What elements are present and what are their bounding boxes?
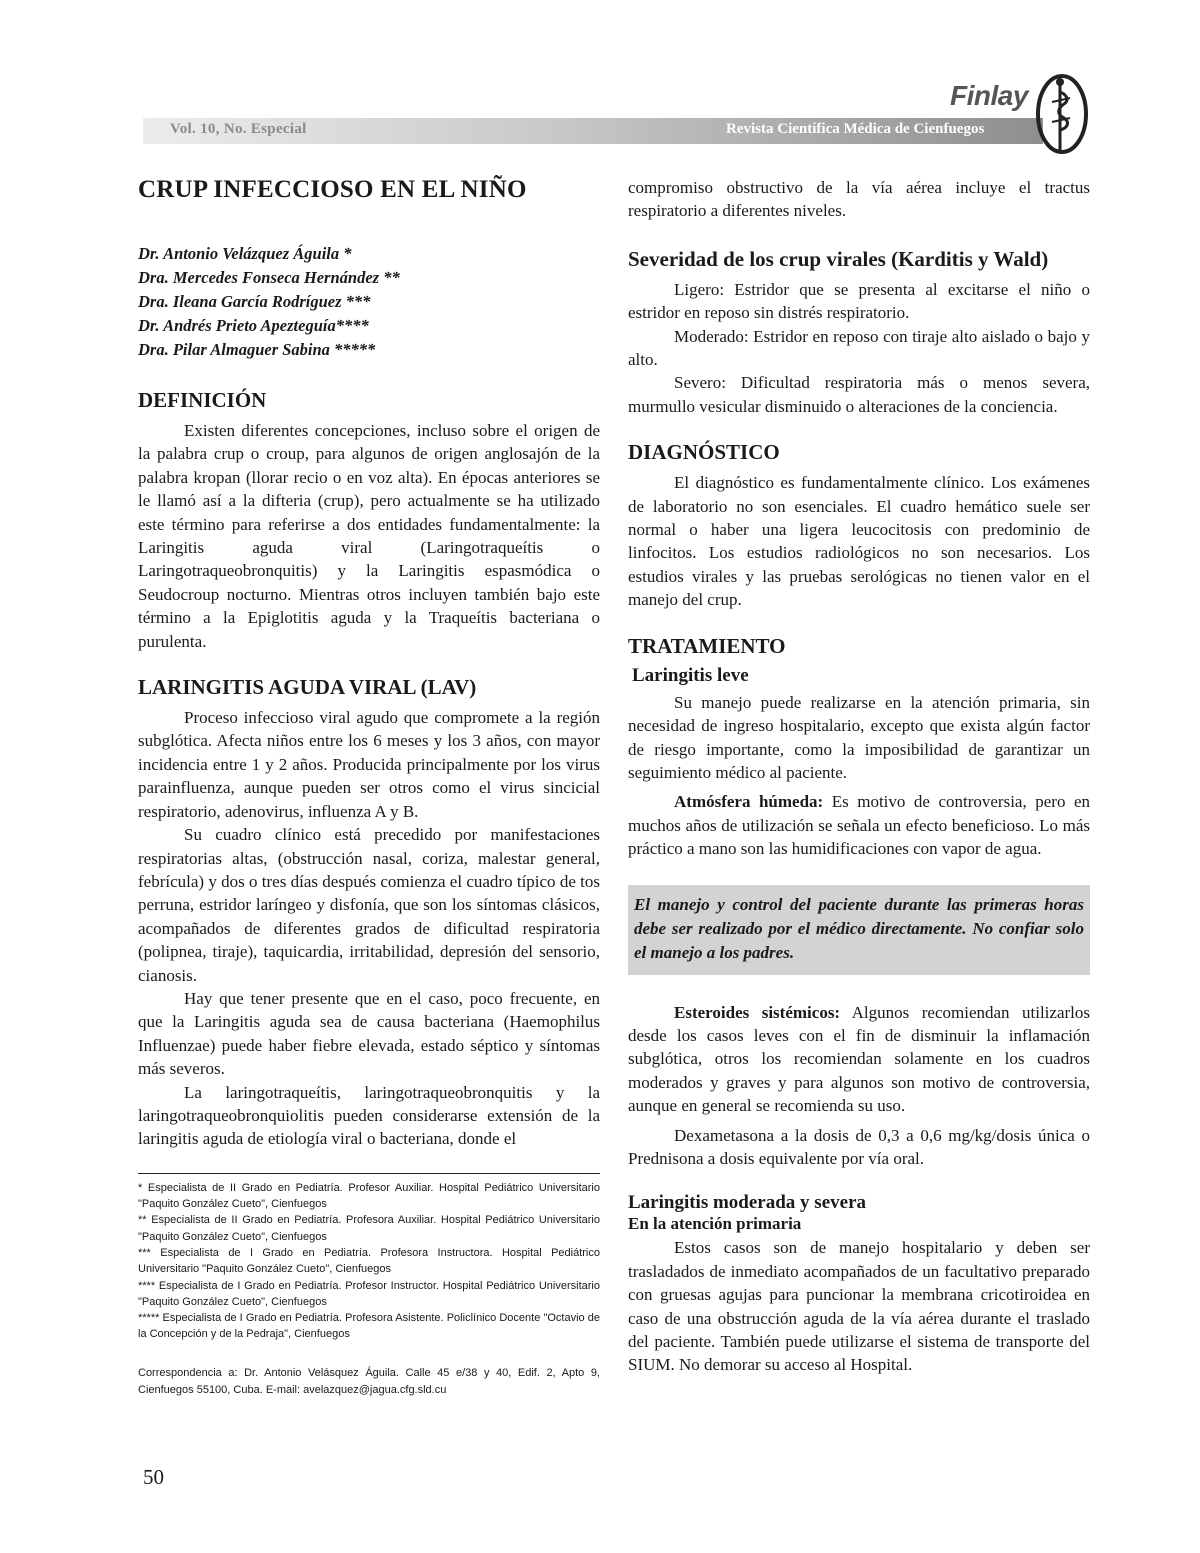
paragraph: Existen diferentes concepciones, incluso sobre el origen de la palabra crup o croup, para algunos de origen anglosajón de la palabra kropan (llorar recio o en voz alta). En épocas anteriores se le llamó así a la difteria (crup), pero actualmente se ha utilizado este término para referirse a dos entidades fundamentalmente: la Laringitis aguda viral (Laringotraqueítis o Laringotraqueobronquitis) y la Laringitis espasmódica o Seudocroup nocturno. Mientras otros incluyen también bajo este término a la Epiglotitis aguda y la Traqueítis bacteriana o purulenta. [138, 421, 600, 651]
footnote: ***** Especialista de I Grado en Pediatría. Profesora Asistente. Policlínico Docente "Octavio de la Concepción y de la Pedraja", Cienfuegos [138, 1312, 600, 1341]
article-title: CRUP INFECCIOSO EN EL NIÑO [138, 176, 527, 203]
term-text: Es motivo de controversia, pero en muchos años de utilización se señala un efecto beneficioso. Lo más práctico a mano son las humidificaciones con vapor de agua. [628, 792, 1090, 859]
paragraph: El diagnóstico es fundamentalmente clínico. Los exámenes de laboratorio no son esenciales. El cuadro hemático suele ser normal o haber una ligera leucocitosis con predominio de linfocitos. Los estudios radiológicos no son necesarios. Los estudios virales y las pruebas serológicas no tienen valor en el manejo del crup. [628, 473, 1090, 610]
term-label: Esteroides sistémicos: [674, 1002, 841, 1022]
severity-severo [628, 371, 1090, 418]
term-text: Algunos recomiendan utilizarlos desde los casos leves con el fin de disminuir la inflamación subglótica, otros los recomiendan solamente en los cuadros moderados y graves y para algunos son motivo de controversia, aunque en general se recomienda su uso. [628, 1002, 1090, 1116]
finlay-logo-icon [1030, 72, 1092, 158]
left-column [138, 176, 600, 1399]
author: Dra. Ileana García Rodríguez *** [138, 292, 371, 311]
footnote: ** Especialista de II Grado en Pediatría. Profesora Auxiliar. Hospital Pediátrico Universitario "Paquito González Cueto", Cienfuegos [138, 1214, 600, 1243]
section-heading-definicion: DEFINICIÓN [138, 388, 267, 412]
author: Dr. Andrés Prieto Apezteguía**** [138, 316, 369, 335]
section-heading-lav: LARINGITIS AGUDA VIRAL (LAV) [138, 675, 477, 700]
author: Dr. Antonio Velázquez Águila * [138, 244, 352, 263]
footnote-divider [138, 1173, 600, 1174]
severity-text: Estridor que se presenta al excitarse el niño o estridor en reposo sin distrés respiratorio. [628, 279, 1090, 323]
paragraph: compromiso obstructivo de la vía aérea incluye el tractus respiratorio a diferentes niveles. [628, 178, 1090, 221]
paragraph-esteroides [628, 1001, 1090, 1118]
footnotes [138, 1180, 600, 1343]
paragraph-atmosfera [628, 790, 1090, 860]
term-label: Atmósfera húmeda: [674, 792, 824, 812]
paragraph: Su manejo puede realizarse en la atención primaria, sin necesidad de ingreso hospitalario, excepto que exista algún factor de riesgo importante, como la imposibilidad de garantizar un seguimiento médico al paciente. [628, 692, 1090, 782]
paragraph: Estos casos son de manejo hospitalario y deben ser trasladados de inmediato acompañados de un facultativo preparado con gruesas agujas para puncionar la membrana cricotiroidea en caso de una obstrucción aguda de la vía aérea durante el traslado del paciente. También puede utilizarse el sistema de transporte del SIUM. No demorar su acceso al Hospital. [628, 1238, 1090, 1375]
paragraph: Su cuadro clínico está precedido por manifestaciones respiratorias altas, (obstrucción nasal, coriza, malestar general, febrícula) y dos o tres días después comienza el cuadro típico de tos perruna, estridor laríngeo y disfonía, que son los síntomas clásicos, acompañados de diferentes grados de dificultad respiratoria (polipnea, tiraje), taquicardia, irritabilidad, depresión del sensorio, cianosis. [138, 825, 600, 985]
journal-name: Revista Científica Médica de Cienfuegos [726, 121, 985, 137]
author: Dra. Mercedes Fonseca Hernández ** [138, 268, 400, 287]
finlay-logo-text: Finlay [950, 80, 1028, 111]
section-heading-diagnostico: DIAGNÓSTICO [628, 440, 780, 465]
severity-moderado [628, 325, 1090, 372]
author: Dra. Pilar Almaguer Sabina ***** [138, 340, 376, 359]
author-list [138, 242, 600, 362]
highlight-callout: El manejo y control del paciente durante las primeras horas debe ser realizado por el médico directamente. No confiar solo el manejo a los padres. [628, 885, 1090, 975]
severity-label: Ligero: [674, 279, 725, 299]
right-column [628, 176, 1090, 1377]
subheading-laringitis-leve: Laringitis leve [632, 664, 749, 686]
paragraph: Proceso infeccioso viral agudo que compromete a la región subglótica. Afecta niños entre los 6 meses y los 3 años, con mayor incidencia entre 1 y 2 años. Producida principalmente por los virus parainfluenza, aunque pueden ser otros como el virus sincicial respiratorio, adenovirus, influenza A y B. [138, 708, 600, 821]
section-heading-tratamiento: TRATAMIENTO [628, 633, 786, 658]
severity-label: Severo: [674, 373, 726, 393]
footnote: *** Especialista de I Grado en Pediatría. Profesora Instructora. Hospital Pediátrico Universitario "Paquito González Cueto", Cienfuegos [138, 1246, 600, 1276]
severity-ligero [628, 278, 1090, 325]
section-heading-severidad: Severidad de los crup virales (Karditis y Wald) [628, 246, 1049, 271]
footnote: **** Especialista de I Grado en Pediatría. Profesor Instructor. Hospital Pediátrico Universitario "Paquito González Cueto", Cienfuegos [138, 1279, 600, 1308]
paragraph: Dexametasona a la dosis de 0,3 a 0,6 mg/kg/dosis única o Prednisona a dosis equivalente por vía oral. [628, 1125, 1090, 1168]
subheading-laringitis-moderada: Laringitis moderada y severa [628, 1192, 867, 1214]
paragraph: La laringotraqueítis, laringotraqueobronquitis y la laringotraqueobronquiolitis pueden considerarse extensión de la laringitis aguda de etiología viral o bacteriana, donde el [138, 1082, 600, 1149]
paragraph: Hay que tener presente que en el caso, poco frecuente, en que la Laringitis aguda sea de causa bacteriana (Haemophilus Influenzae) puede haber fiebre elevada, estado séptico y síntomas más severos. [138, 988, 600, 1079]
subheading-atencion-primaria: En la atención primaria [628, 1214, 802, 1234]
page-number: 50 [143, 1465, 164, 1489]
severity-label: Moderado: [674, 326, 749, 346]
correspondence: Correspondencia a: Dr. Antonio Velásquez Águila. Calle 45 e/38 y 40, Edif. 2, Apto 9, Cienfuegos 55100, Cuba. E-mail: avelazquez@jagua.cfg.sld.cu [138, 1366, 600, 1396]
volume-label: Vol. 10, No. Especial [170, 121, 307, 137]
severity-text: Dificultad respiratoria más o menos severa, murmullo vesicular disminuido o alteraciones de la conciencia. [628, 373, 1090, 416]
severity-text: Estridor en reposo con tiraje alto aislado o bajo y alto. [628, 326, 1090, 370]
footnote: * Especialista de II Grado en Pediatría. Profesor Auxiliar. Hospital Pediátrico Universitario "Paquito González Cueto", Cienfuegos [138, 1181, 600, 1211]
